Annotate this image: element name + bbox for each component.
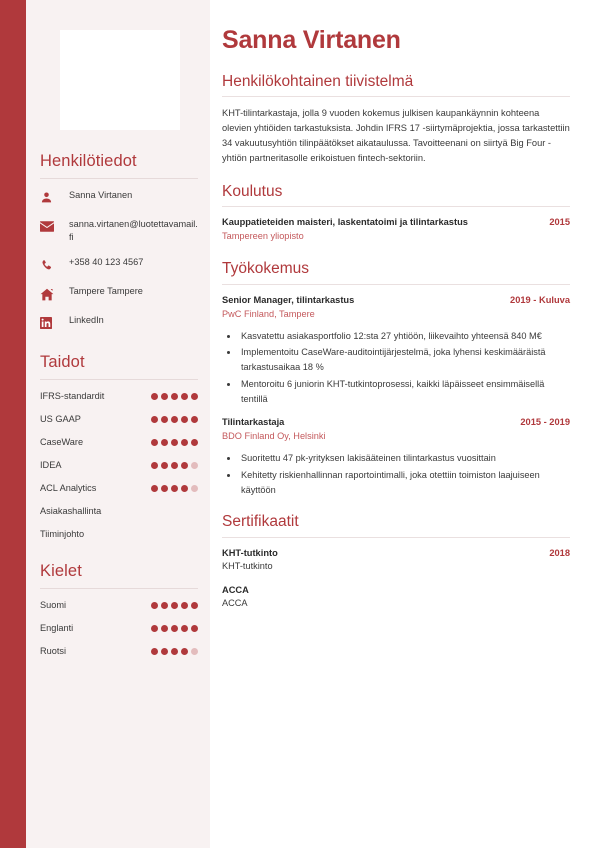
contact-list bbox=[40, 189, 198, 332]
entry-title: KHT-tutkinto bbox=[222, 548, 278, 559]
envelope-icon bbox=[40, 219, 60, 235]
entry-title: Kauppatieteiden maisteri, laskentatoimi ja tilintarkastus bbox=[222, 217, 468, 228]
entry-bullet: • Mentoroitu 6 juniorin KHT-tutkintoprosessi, kaikki läpäisseet ensimmäisellä tentillä bbox=[239, 377, 570, 406]
contact-row[interactable] bbox=[40, 256, 198, 273]
section-divider bbox=[222, 537, 570, 538]
language-label: Ruotsi bbox=[40, 645, 67, 656]
education-entry bbox=[222, 216, 570, 244]
entry-bullet: • Implementoitu CaseWare-auditointijärjestelmä, joka lyhensi keskimääräistä tarkastusaikaa 18 % bbox=[239, 345, 570, 374]
entry-title: Tilintarkastaja bbox=[222, 417, 285, 428]
rating-dot bbox=[161, 625, 168, 632]
rating-dots bbox=[151, 393, 198, 400]
entry-header bbox=[222, 584, 570, 597]
home-icon bbox=[40, 286, 60, 302]
entry-subtitle: PwC Finland, Tampere bbox=[222, 308, 315, 319]
rating-dot bbox=[161, 485, 168, 492]
rating-dot bbox=[161, 416, 168, 423]
experience-section bbox=[222, 260, 570, 497]
rating-dot bbox=[151, 648, 158, 655]
rating-dot bbox=[191, 439, 198, 446]
entry-date: 2018 bbox=[549, 548, 570, 559]
rating-dot bbox=[181, 602, 188, 609]
skill-row bbox=[40, 482, 198, 494]
main-content bbox=[210, 0, 600, 848]
rating-dot bbox=[161, 439, 168, 446]
skill-label: IDEA bbox=[40, 459, 62, 470]
rating-dot bbox=[171, 393, 178, 400]
language-row bbox=[40, 645, 198, 657]
rating-dot bbox=[181, 625, 188, 632]
sidebar bbox=[26, 0, 210, 848]
summary-section bbox=[222, 73, 570, 167]
skills-section bbox=[40, 353, 198, 540]
languages-section bbox=[40, 562, 198, 657]
language-label: Suomi bbox=[40, 599, 67, 610]
skill-label: CaseWare bbox=[40, 436, 84, 447]
skill-row bbox=[40, 436, 198, 448]
rating-dot bbox=[171, 485, 178, 492]
entry-bullet: • Kehitetty riskienhallinnan raportointimalli, joka otettiin toimiston laajuiseen käyttöön bbox=[239, 468, 570, 497]
rating-dot bbox=[181, 485, 188, 492]
rating-dot bbox=[181, 393, 188, 400]
rating-dot bbox=[161, 462, 168, 469]
rating-dots bbox=[151, 439, 198, 446]
summary-heading: Henkilökohtainen tiivistelmä bbox=[222, 72, 414, 90]
profile-photo-placeholder bbox=[60, 30, 180, 130]
languages-list bbox=[40, 599, 198, 657]
skill-row bbox=[40, 413, 198, 425]
rating-dot bbox=[191, 462, 198, 469]
contact-row[interactable] bbox=[40, 285, 198, 302]
entry-header bbox=[222, 416, 570, 429]
rating-dot bbox=[161, 602, 168, 609]
section-divider bbox=[222, 96, 570, 97]
rating-dot bbox=[151, 393, 158, 400]
contact-text: sanna.virtanen@luotettavamail.fi bbox=[69, 218, 198, 243]
language-label: Englanti bbox=[40, 622, 74, 633]
rating-dot bbox=[151, 602, 158, 609]
entry-bullet: • Kasvatettu asiakasportfolio 12:sta 27 yhtiöön, liikevaihto yhteensä 840 M€ bbox=[239, 329, 570, 344]
rating-dot bbox=[151, 416, 158, 423]
entry-subtitle: BDO Finland Oy, Helsinki bbox=[222, 431, 326, 442]
certificate-entry bbox=[222, 584, 570, 611]
skill-label: Tiiminjohto bbox=[40, 528, 85, 539]
contact-row[interactable] bbox=[40, 314, 198, 331]
section-divider bbox=[40, 379, 198, 380]
skills-heading: Taidot bbox=[40, 353, 85, 372]
skill-row bbox=[40, 459, 198, 471]
rating-dot bbox=[181, 439, 188, 446]
contact-row[interactable] bbox=[40, 218, 198, 245]
entry-bullet: • Suoritettu 47 pk-yrityksen lakisääteinen tilintarkastus vuosittain bbox=[239, 451, 570, 466]
rating-dot bbox=[191, 648, 198, 655]
entry-subtitle: Tampereen yliopisto bbox=[222, 231, 304, 242]
rating-dot bbox=[161, 648, 168, 655]
entry-detail: ACCA bbox=[222, 598, 248, 609]
contact-text: Tampere Tampere bbox=[69, 286, 143, 297]
rating-dot bbox=[171, 648, 178, 655]
skill-label: Asiakashallinta bbox=[40, 505, 102, 516]
entry-title: ACCA bbox=[222, 585, 249, 595]
skill-label: ACL Analytics bbox=[40, 482, 97, 493]
entry-title: Senior Manager, tilintarkastus bbox=[222, 294, 355, 305]
rating-dots bbox=[151, 648, 198, 655]
rating-dot bbox=[171, 625, 178, 632]
skill-label: US GAAP bbox=[40, 413, 81, 424]
rating-dot bbox=[181, 416, 188, 423]
experience-entry-list bbox=[222, 294, 570, 498]
rating-dots bbox=[151, 625, 198, 632]
education-heading: Koulutus bbox=[222, 182, 283, 200]
entry-bullet-list bbox=[222, 329, 570, 407]
experience-entry bbox=[222, 416, 570, 497]
entry-date: 2019 - Kuluva bbox=[510, 294, 570, 305]
rating-dot bbox=[171, 462, 178, 469]
rating-dot bbox=[181, 462, 188, 469]
education-entry-list bbox=[222, 216, 570, 244]
rating-dot bbox=[171, 416, 178, 423]
rating-dot bbox=[151, 625, 158, 632]
certificate-entry bbox=[222, 547, 570, 574]
rating-dot bbox=[191, 625, 198, 632]
rating-dots bbox=[151, 462, 198, 469]
language-row bbox=[40, 599, 198, 611]
linkedin-icon bbox=[40, 315, 60, 331]
languages-heading: Kielet bbox=[40, 562, 82, 581]
rating-dot bbox=[191, 393, 198, 400]
language-row bbox=[40, 622, 198, 634]
skill-label: IFRS-standardit bbox=[40, 390, 105, 401]
entry-detail: KHT-tutkinto bbox=[222, 561, 273, 572]
personal-details-section bbox=[40, 152, 198, 331]
section-divider bbox=[222, 206, 570, 207]
accent-stripe bbox=[0, 0, 26, 848]
section-divider bbox=[40, 178, 198, 179]
experience-entry bbox=[222, 294, 570, 407]
skills-list bbox=[40, 390, 198, 540]
section-divider bbox=[222, 284, 570, 285]
certificates-heading: Sertifikaatit bbox=[222, 513, 299, 531]
rating-dot bbox=[151, 439, 158, 446]
rating-dot bbox=[171, 439, 178, 446]
education-section bbox=[222, 183, 570, 245]
rating-dots bbox=[151, 416, 198, 423]
rating-dots bbox=[151, 602, 198, 609]
certificates-entry-list bbox=[222, 547, 570, 611]
entry-header bbox=[222, 294, 570, 307]
section-divider bbox=[40, 588, 198, 589]
entry-date: 2015 - 2019 bbox=[520, 417, 570, 428]
rating-dot bbox=[191, 485, 198, 492]
rating-dot bbox=[191, 416, 198, 423]
contact-text: LinkedIn bbox=[69, 315, 104, 326]
candidate-name: Sanna Virtanen bbox=[222, 26, 401, 54]
rating-dot bbox=[181, 648, 188, 655]
phone-icon bbox=[40, 257, 60, 273]
skill-row bbox=[40, 528, 198, 540]
rating-dot bbox=[161, 393, 168, 400]
summary-text: KHT-tilintarkastaja, jolla 9 vuoden kokemus julkisen kaupankäynnin kohteena olevien yhtiöiden tarkastuksista. Johdin IFRS 17 -siirtymäprojektia, jossa tarkastettiin 34 vakuutusyhtiön tilinpäätökset aikataulussa. Tavoitteenani on siirtyä Big Four -yhtiön partneritasolle erikoistuen fintech-sektoriin. bbox=[222, 108, 570, 164]
contact-row[interactable] bbox=[40, 189, 198, 206]
personal-details-heading: Henkilötiedot bbox=[40, 152, 137, 170]
rating-dot bbox=[171, 602, 178, 609]
contact-text: +358 40 123 4567 bbox=[69, 257, 144, 268]
entry-header bbox=[222, 216, 570, 229]
person-icon bbox=[40, 190, 60, 206]
entry-date: 2015 bbox=[549, 217, 570, 228]
rating-dot bbox=[191, 602, 198, 609]
rating-dot bbox=[151, 485, 158, 492]
entry-bullet-list bbox=[222, 451, 570, 497]
certificates-section bbox=[222, 513, 570, 611]
rating-dots bbox=[151, 485, 198, 492]
skill-row bbox=[40, 390, 198, 402]
rating-dot bbox=[151, 462, 158, 469]
experience-heading: Työkokemus bbox=[222, 260, 310, 278]
contact-text: Sanna Virtanen bbox=[69, 189, 133, 200]
entry-header bbox=[222, 547, 570, 560]
skill-row bbox=[40, 505, 198, 517]
